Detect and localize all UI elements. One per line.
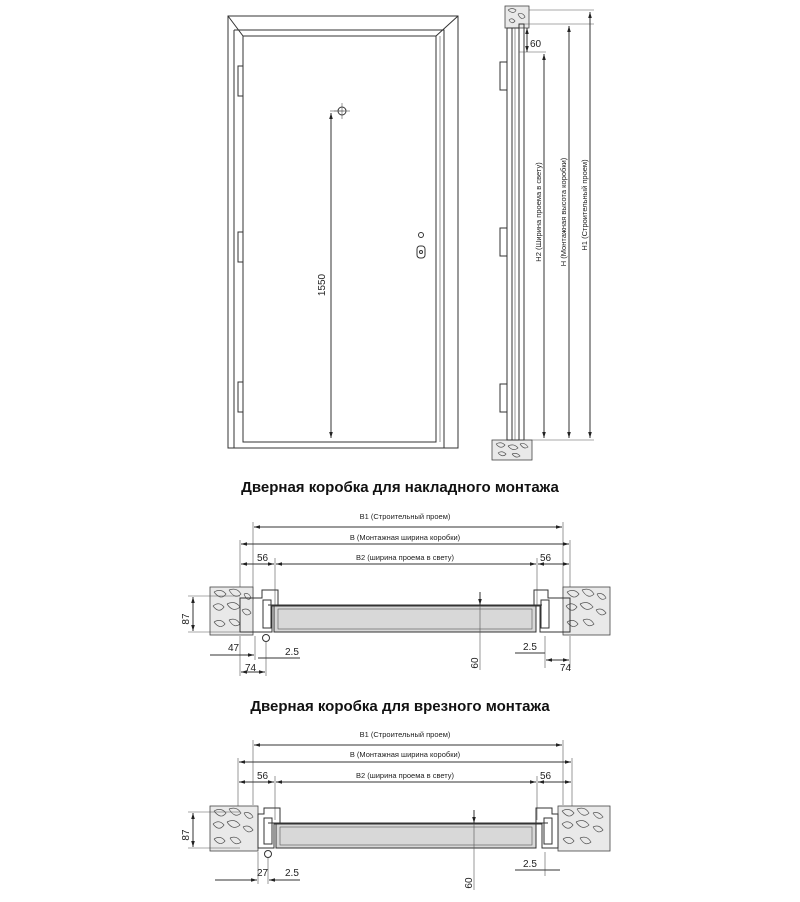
dim-25-left-inset: 2.5: [285, 868, 299, 879]
dim-25-right-inset: 2.5: [523, 859, 537, 870]
hinge-pin-icon: [265, 851, 272, 858]
dim-56-right-overlay: 56: [540, 553, 552, 564]
dim-74-right-overlay: 74: [560, 663, 572, 674]
label-b-overlay: B (Монтажная ширина коробки): [349, 533, 461, 542]
dim-87-inset: 87: [181, 829, 192, 841]
lock-icon: [417, 233, 425, 259]
dim-1550: 1550: [317, 273, 328, 297]
dim-87-overlay: 87: [181, 613, 192, 625]
dim-27-inset: 27: [257, 868, 269, 879]
side-view: [492, 6, 594, 460]
section-inset-title: Дверная коробка для врезного монтажа: [250, 698, 550, 715]
dim-60-overlay: 60: [470, 657, 481, 669]
hinge-icon: [500, 62, 507, 90]
dim-60-inset: 60: [464, 877, 475, 889]
label-b1-overlay: B1 (Строительный проем): [359, 512, 451, 521]
label-h1: H1 (Строительный проем): [580, 159, 589, 251]
dim-74-left-overlay: 74: [245, 663, 257, 674]
label-b-inset: B (Монтажная ширина коробки): [349, 750, 461, 759]
dim-25-left-overlay: 2.5: [285, 647, 299, 658]
dim-25-right-overlay: 2.5: [523, 642, 537, 653]
label-h: H (Монтажная высота коробки): [559, 157, 568, 267]
hinge-icon: [238, 66, 243, 96]
hinge-icon: [238, 232, 243, 262]
dim-56-left-overlay: 56: [257, 553, 269, 564]
section-overlay: [181, 512, 610, 676]
hinge-pin-icon: [263, 635, 270, 642]
label-b2-overlay: B2 (ширина проема в свету): [355, 553, 455, 562]
label-b2-inset: B2 (ширина проема в свету): [355, 771, 455, 780]
dim-60-side: 60: [530, 39, 542, 50]
section-inset: [181, 730, 610, 890]
dim-56-right-inset: 56: [540, 771, 552, 782]
hinge-icon: [238, 382, 243, 412]
front-view: [228, 16, 458, 448]
dim-47-overlay: 47: [228, 643, 240, 654]
section-overlay-title: Дверная коробка для накладного монтажа: [241, 479, 559, 496]
hinge-icon: [500, 228, 507, 256]
label-h2: H2 (Ширина проема в свету): [534, 162, 543, 262]
hinge-icon: [500, 384, 507, 412]
label-b1-inset: B1 (Строительный проем): [359, 730, 451, 739]
dim-56-left-inset: 56: [257, 771, 269, 782]
